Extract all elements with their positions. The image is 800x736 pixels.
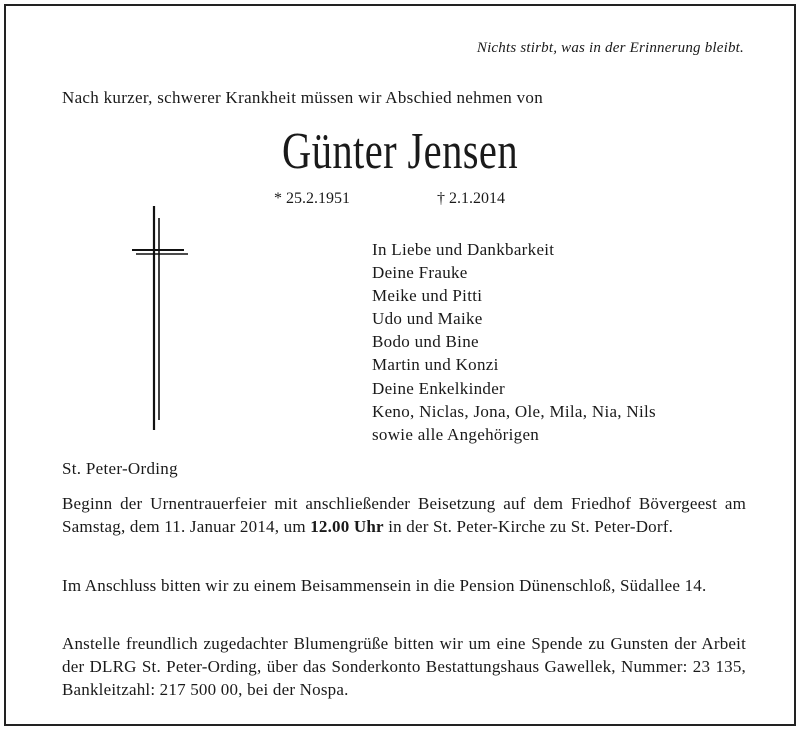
- mourners-list: [372, 238, 656, 446]
- list-item: In Liebe und Dankbarkeit: [372, 240, 555, 259]
- list-item: Udo und Maike: [372, 309, 483, 329]
- gathering-paragraph: Im Anschluss bitten wir zu einem Beisammensein in die Pension Dünenschloß, Südallee 14.: [62, 576, 707, 595]
- service-text-after: in der St. Peter-Kirche zu St. Peter-Dorf.: [383, 517, 674, 536]
- list-item: Bodo und Bine: [372, 332, 479, 352]
- motto: Nichts stirbt, was in der Erinnerung bleibt.: [476, 40, 744, 56]
- list-item: sowie alle Angehörigen: [372, 424, 540, 444]
- donation-paragraph: Anstelle freundlich zugedachter Blumengrüße bitten wir um eine Spende zu Gunsten der Arbeit der DLRG St. Peter-Ording, über das Sonderkonto Bestattungshaus Gawellek, Nummer: 23 135, Bankleitzahl: 217 500 00, bei der Nospa.: [62, 634, 746, 699]
- list-item: Deine Enkelkinder: [372, 378, 506, 398]
- death-date: † 2.1.2014: [437, 190, 505, 207]
- list-item: Meike und Pitti: [372, 286, 483, 306]
- intro-text: Nach kurzer, schwerer Krankheit müssen wir Abschied nehmen von: [62, 88, 544, 107]
- service-time: 12.00 Uhr: [310, 517, 384, 536]
- place: St. Peter-Ording: [62, 459, 178, 478]
- obituary-notice: [4, 4, 796, 726]
- list-item: Martin und Konzi: [372, 355, 499, 375]
- service-paragraph: [62, 492, 746, 538]
- cross-icon: [132, 206, 188, 430]
- deceased-name: Günter Jensen: [282, 123, 518, 180]
- list-item: Deine Frauke: [372, 263, 468, 283]
- list-item: Keno, Niclas, Jona, Ole, Mila, Nia, Nils: [372, 401, 656, 421]
- birth-date: * 25.2.1951: [274, 190, 350, 207]
- service-text-before: Beginn der Urnentrauerfeier mit anschließender Beisetzung auf dem Friedhof Bövergeest am Samstag, dem 11. Januar 2014, um: [62, 494, 746, 536]
